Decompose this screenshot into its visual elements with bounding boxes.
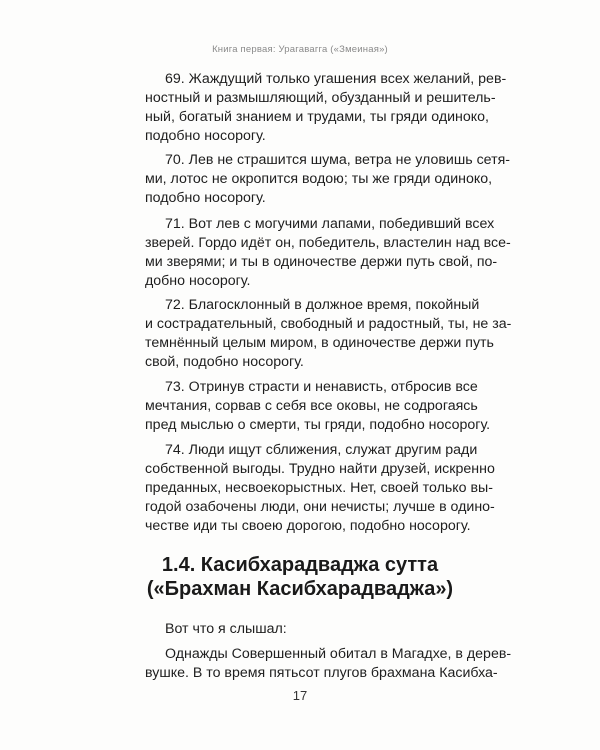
verse-70 (145, 151, 510, 208)
narrative-paragraph (145, 645, 512, 683)
verse-line: 72. Благосклонный в должное время, покойный (165, 297, 480, 313)
running-head: Книга первая: Урагавагга («Змеиная») (212, 44, 388, 55)
verse-71 (145, 215, 511, 291)
verse-line: и сострадательный, свободный и радостный, ты, не за- (145, 316, 512, 332)
verse-line: подобно носорогу. (145, 190, 266, 206)
chapter-title-line-2: («Брахман Касибхарадваджа») (146, 578, 454, 600)
verse-line: 71. Вот лев с могучими лапами, победивший всех (165, 216, 495, 232)
verse-69 (145, 70, 507, 146)
verse-74 (145, 441, 495, 536)
verse-line: преданных, несвоекорыстных. Нет, своей только вы- (145, 480, 493, 496)
verse-line: 69. Жаждущий только угашения всех желаний, рев- (165, 71, 507, 87)
verse-line: свой, подобно носорогу. (145, 354, 304, 370)
paragraph-line: вушке. В то время пятьсот плугов брахмана Касибха- (145, 665, 498, 681)
chapter-title-line-1: 1.4. Касибхарадваджа сутта (161, 554, 439, 576)
chapter-title (0, 553, 600, 601)
verse-line: мечтания, сорвав с себя все оковы, не содрогаясь (145, 398, 478, 414)
verse-line: годой озабочены люди, они нечисты; лучше в одино- (145, 499, 495, 515)
verse-line: 73. Отринув страсти и ненависть, отбросив все (165, 379, 478, 395)
verse-line: темнённый целым миром, в одиночестве держи путь (145, 335, 494, 351)
verse-line: ми зверями; и ты в одиночестве держи путь свой, по- (145, 254, 498, 270)
page-number: 17 (292, 688, 308, 703)
paragraph-line: Однажды Совершенный обитал в Магадхе, в дерев- (165, 646, 512, 662)
intro-line: Вот что я слышал: (165, 621, 287, 637)
verse-line: 74. Люди ищут сближения, служат другим ради (165, 442, 478, 458)
intro-paragraph (145, 620, 465, 639)
verse-line: ми, лотос не окропится водою; ты же гряди одиноко, (145, 171, 493, 187)
verse-73 (145, 378, 491, 435)
verse-line: подобно носорогу. (145, 128, 266, 144)
verse-72 (145, 296, 512, 372)
verse-line: добно носорогу. (145, 273, 251, 289)
verse-line: собственной выгоды. Трудно найти друзей, искренно (145, 461, 495, 477)
verse-line: пред мыслью о смерти, ты гряди, подобно носорогу. (145, 417, 491, 433)
verse-line: ный, богатый знанием и трудами, ты гряди одиноко, (145, 109, 489, 125)
verse-line: 70. Лев не страшится шума, ветра не уловишь сетя- (165, 152, 510, 168)
verse-line: честве иди ты своею дорогою, подобно носорогу. (145, 518, 471, 534)
verse-line: ностный и размышляющий, обузданный и решитель- (145, 90, 496, 106)
verse-line: зверей. Гордо идёт он, победитель, властелин над все- (145, 235, 511, 251)
